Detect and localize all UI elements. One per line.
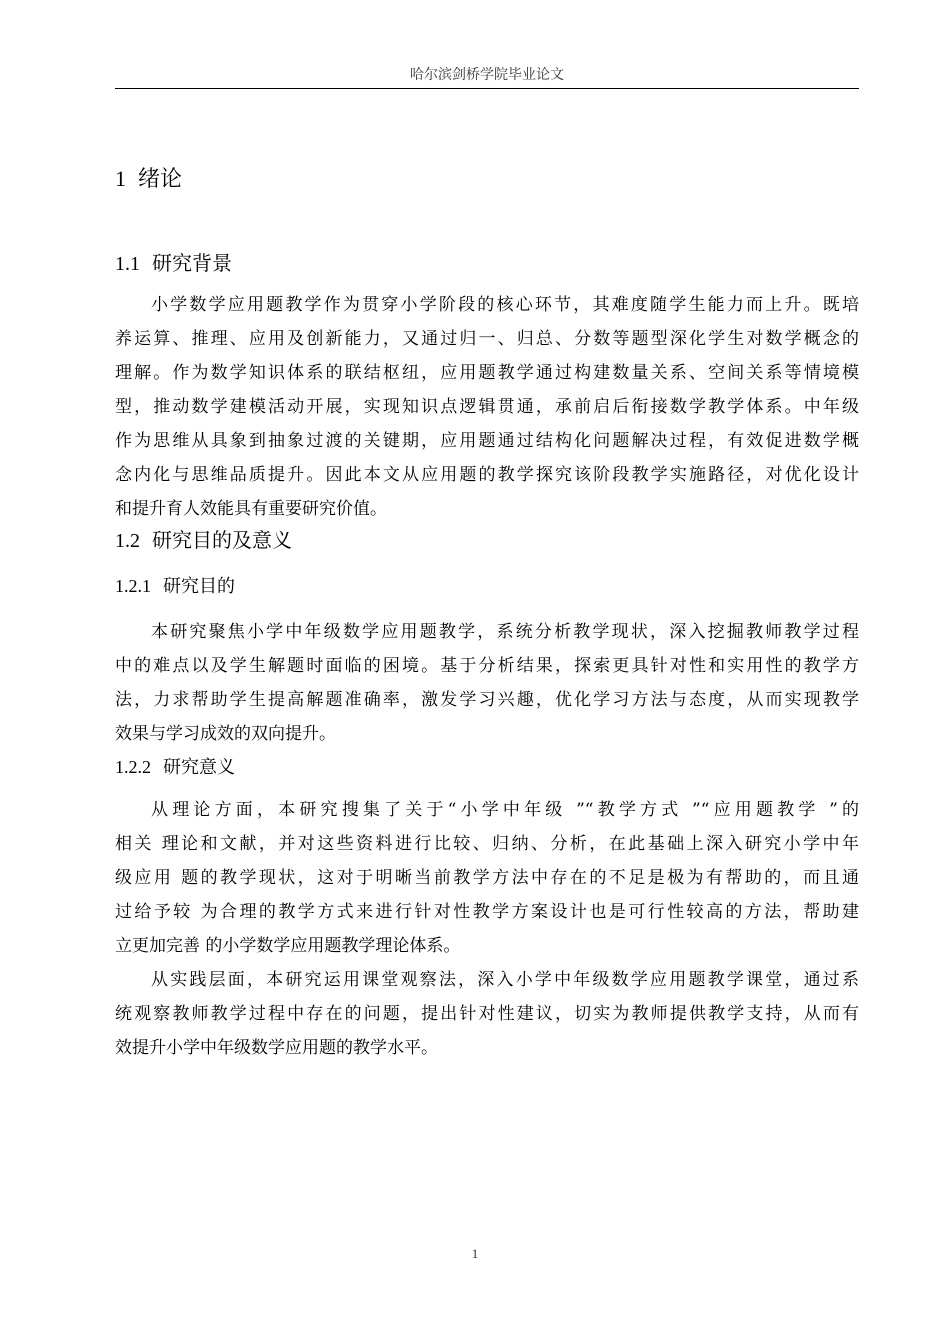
page-number: 1 <box>471 1246 479 1261</box>
subsection-number: 1.2.1 <box>115 576 151 596</box>
subsection-number: 1.2.2 <box>115 757 151 777</box>
text-line: 念内化与思维品质提升。因此本文从应用题的教学探究该阶段教学实施路径，对优化设计 <box>115 465 859 485</box>
text-line: 级应用 题的教学现状，这对于明晰当前教学方法中存在的不足是极为有帮助的，而且通 <box>115 868 859 888</box>
text-line: 和提升育人效能具有重要研究价值。 <box>115 499 387 519</box>
chapter-number: 1 <box>115 166 126 191</box>
chapter-title: 绪论 <box>138 167 183 192</box>
text-line: 本研究聚焦小学中年级数学应用题教学，系统分析教学现状，深入挖掘教师教学过程 <box>151 622 859 642</box>
text-line: 从理论方面，本研究搜集了关于“小学中年级 ”“教学方式 ”“应用题教学 ”的 <box>151 800 859 820</box>
text-line: 理解。作为数学知识体系的联结枢纽，应用题教学通过构建数量关系、空间关系等情境模 <box>115 363 859 383</box>
text-line: 作为思维从具象到抽象过渡的关键期，应用题通过结构化问题解决过程，有效促进数学概 <box>115 431 859 451</box>
subsection-heading-significance <box>115 754 235 781</box>
section-title: 研究背景 <box>152 251 232 275</box>
text-line: 过给予较 为合理的教学方式来进行针对性教学方案设计也是可行性较高的方法，帮助建 <box>115 902 859 922</box>
subsection-heading-purpose <box>115 573 235 600</box>
section-heading-background <box>115 249 232 278</box>
running-header: 哈尔滨剑桥学院毕业论文 <box>410 67 564 83</box>
subsection-title: 研究意义 <box>163 757 235 778</box>
section-number: 1.2 <box>115 530 140 552</box>
header-rule <box>115 88 859 89</box>
text-line: 型，推动数学建模活动开展，实现知识点逻辑贯通，承前启后衔接数学教学体系。中年级 <box>115 397 859 417</box>
purpose-paragraph <box>115 615 859 751</box>
text-line: 立更加完善 的小学数学应用题教学理论体系。 <box>115 936 461 956</box>
text-line: 效提升小学中年级数学应用题的教学水平。 <box>115 1038 438 1058</box>
text-line: 统观察教师教学过程中存在的问题，提出针对性建议，切实为教师提供教学支持，从而有 <box>115 1004 859 1024</box>
text-line: 效果与学习成效的双向提升。 <box>115 724 336 744</box>
subsection-title: 研究目的 <box>163 576 235 597</box>
section-number: 1.1 <box>115 253 140 275</box>
text-line: 相关 理论和文献，并对这些资料进行比较、归纳、分析，在此基础上深入研究小学中年 <box>115 834 859 854</box>
text-line: 从实践层面，本研究运用课堂观察法，深入小学中年级数学应用题教学课堂，通过系 <box>151 970 859 990</box>
section-title: 研究目的及意义 <box>152 528 292 552</box>
section-heading-purpose-significance <box>115 526 292 555</box>
significance-paragraph-practice <box>115 963 859 1065</box>
text-line: 法，力求帮助学生提高解题准确率，激发学习兴趣，优化学习方法与态度，从而实现教学 <box>115 690 859 710</box>
text-line: 养运算、推理、应用及创新能力，又通过归一、归总、分数等题型深化学生对数学概念的 <box>115 329 859 349</box>
background-paragraph <box>115 288 859 526</box>
significance-paragraph-theory <box>115 793 859 963</box>
chapter-heading <box>115 164 182 195</box>
text-line: 小学数学应用题教学作为贯穿小学阶段的核心环节，其难度随学生能力而上升。既培 <box>151 295 859 315</box>
text-line: 中的难点以及学生解题时面临的困境。基于分析结果，探索更具针对性和实用性的教学方 <box>115 656 859 676</box>
